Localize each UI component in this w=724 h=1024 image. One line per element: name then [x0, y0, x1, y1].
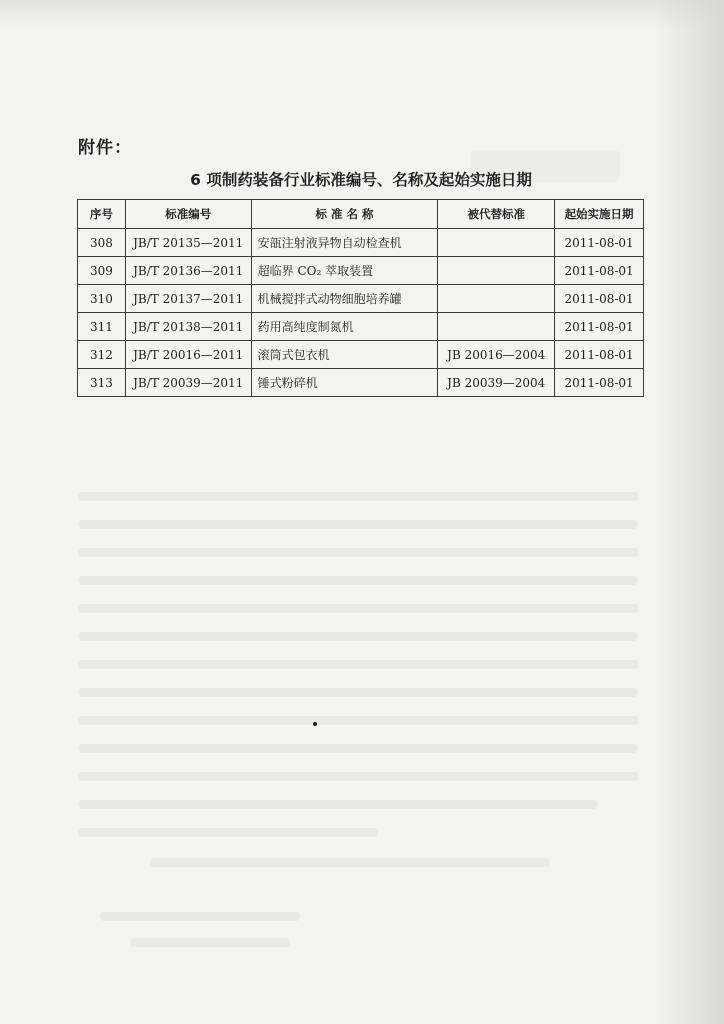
attachment-label: 附件： [78, 138, 132, 158]
cell-name: 滚筒式包衣机 [251, 341, 438, 369]
cell-replaced: JB 20039—2004 [438, 369, 555, 397]
table-row [78, 313, 644, 341]
cell-date: 2011-08-01 [555, 313, 644, 341]
cell-name: 安瓿注射液异物自动检查机 [251, 229, 438, 257]
header-seq: 序号 [78, 200, 126, 229]
cell-seq: 312 [78, 341, 126, 369]
cell-date: 2011-08-01 [555, 257, 644, 285]
cell-seq: 309 [78, 257, 126, 285]
header-replaced: 被代替标准 [438, 200, 555, 229]
cell-date: 2011-08-01 [555, 229, 644, 257]
cell-code: JB/T 20135—2011 [125, 229, 251, 257]
page-edge-shadow [654, 0, 724, 1024]
standards-table [77, 199, 644, 397]
header-date: 起始实施日期 [555, 200, 644, 229]
cell-seq: 310 [78, 285, 126, 313]
table-row [78, 229, 644, 257]
table-header-row [78, 200, 644, 229]
cell-code: JB/T 20138—2011 [125, 313, 251, 341]
cell-code: JB/T 20039—2011 [125, 369, 251, 397]
page-top-shadow [0, 0, 724, 30]
cell-date: 2011-08-01 [555, 285, 644, 313]
cell-seq: 313 [78, 369, 126, 397]
cell-code: JB/T 20016—2011 [125, 341, 251, 369]
table-row [78, 341, 644, 369]
cell-replaced: JB 20016—2004 [438, 341, 555, 369]
cell-replaced [438, 285, 555, 313]
cell-code: JB/T 20136—2011 [125, 257, 251, 285]
cell-date: 2011-08-01 [555, 369, 644, 397]
paper-speck [313, 722, 317, 726]
header-code: 标准编号 [125, 200, 251, 229]
cell-date: 2011-08-01 [555, 341, 644, 369]
cell-name: 锤式粉碎机 [251, 369, 438, 397]
cell-name: 药用高纯度制氮机 [251, 313, 438, 341]
cell-replaced [438, 313, 555, 341]
cell-seq: 308 [78, 229, 126, 257]
table-row [78, 285, 644, 313]
cell-name: 超临界 CO₂ 萃取装置 [251, 257, 438, 285]
cell-code: JB/T 20137—2011 [125, 285, 251, 313]
cell-replaced [438, 229, 555, 257]
header-name: 标 准 名 称 [251, 200, 438, 229]
cell-name: 机械搅拌式动物细胞培养罐 [251, 285, 438, 313]
table-row [78, 257, 644, 285]
cell-replaced [438, 257, 555, 285]
document-title: 6 项制药装备行业标准编号、名称及起始实施日期 [190, 171, 532, 189]
cell-seq: 311 [78, 313, 126, 341]
table-row [78, 369, 644, 397]
